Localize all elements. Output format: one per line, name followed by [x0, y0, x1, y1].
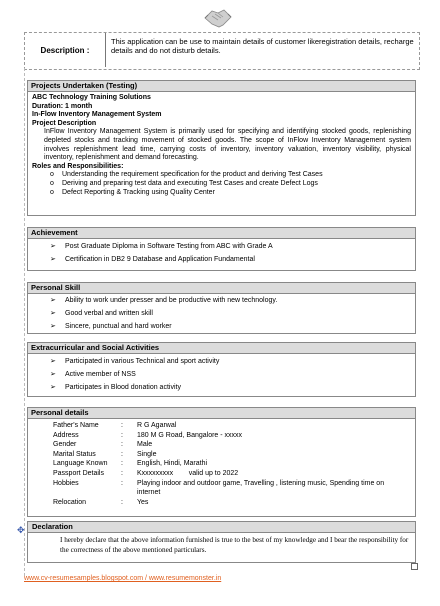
section-heading: Personal Skill — [28, 283, 415, 294]
detail-row: Father's Name : R G Agarwal — [53, 422, 177, 429]
handshake-logo-icon — [203, 4, 233, 30]
project-description-text: InFlow Inventory Management System is primarily used for specifying and identifying stocked goods, replenishing depleted stocks and tracking movement of stocked goods. The scope of InFlow Inventory Management system involves replenishment lead time, carrying costs of inventory, inventory valuation, inventory visibility, physical inventory, replenishment and demand forecasting. — [44, 128, 411, 162]
list-item: ➢ Certification in DB2 9 Database and Application Fundamental — [32, 253, 411, 266]
arrow-bullet-icon: ➢ — [50, 384, 56, 391]
list-item: ➢ Participated in various Technical and sport activity — [32, 355, 411, 368]
detail-row: Marital Status : Single — [53, 450, 157, 458]
description-label: Description : — [25, 33, 106, 67]
section-heading: Achievement — [28, 228, 415, 239]
arrow-bullet-icon: ➢ — [50, 310, 56, 317]
project-description-title: Project Description — [32, 119, 97, 127]
achievement-section — [27, 227, 416, 271]
detail-row: Address : 180 M G Road, Bangalore - xxxxx — [53, 431, 243, 439]
personal-details-section — [27, 407, 416, 517]
description-text: This application can be use to maintain details of customer likeregistration details, recharge details and do not disturb details. — [111, 37, 414, 55]
project-duration: Duration: 1 month — [32, 102, 93, 110]
skills-section — [27, 282, 416, 334]
declaration-section — [27, 521, 416, 563]
move-handle-icon[interactable]: ✥ — [17, 525, 25, 535]
arrow-bullet-icon: ➢ — [50, 256, 56, 263]
list-item: o Understanding the requirement specification for the product and deriving Test Cases — [50, 171, 323, 179]
extracurricular-section — [27, 342, 416, 397]
resize-handle-icon[interactable] — [411, 563, 418, 570]
detail-row: Language Known : English, Hindi, Marathi — [53, 460, 208, 468]
section-heading: Projects Undertaken (Testing) — [28, 81, 415, 92]
arrow-bullet-icon: ➢ — [50, 358, 56, 365]
margin-guide-line — [24, 68, 25, 576]
detail-row: Passport Details : Kxxxxxxxxx valid up to 2022 — [53, 469, 239, 477]
declaration-text: I hereby declare that the above information furnished is true to the best of my knowledge and I bear the responsibility for the correctness of the above mentioned particulars. — [60, 536, 409, 554]
project-company: ABC Technology Training Solutions — [32, 94, 151, 101]
list-item: ➢ Sincere, punctual and hard worker — [32, 320, 411, 333]
arrow-bullet-icon: ➢ — [50, 323, 56, 330]
section-heading: Extracurricular and Social Activities — [28, 343, 415, 354]
list-item: o Defect Reporting & Tracking using Quality Center — [50, 188, 215, 196]
list-item: ➢ Post Graduate Diploma in Software Testing from ABC with Grade A — [32, 240, 411, 253]
section-heading: Declaration — [28, 522, 415, 533]
list-item: ➢ Participates in Blood donation activity — [32, 381, 411, 394]
arrow-bullet-icon: ➢ — [50, 371, 56, 378]
arrow-bullet-icon: ➢ — [50, 297, 56, 304]
list-item: ➢ Ability to work under presser and be productive with new technology. — [32, 294, 411, 307]
projects-section — [27, 80, 416, 216]
detail-row: Hobbies : Playing indoor and outdoor game, Travelling , listening music, Spending time on internet — [53, 479, 385, 497]
roles-title: Roles and Responsibilities: — [32, 162, 124, 170]
description-table — [24, 32, 420, 70]
list-item: o Deriving and preparing test data and executing Test Cases and create Defect Logs — [50, 179, 318, 187]
list-item: ➢ Good verbal and written skill — [32, 307, 411, 320]
detail-row: Gender : Male — [53, 441, 153, 449]
section-heading: Personal details — [28, 408, 415, 419]
list-item: ➢ Active member of NSS — [32, 368, 411, 381]
project-name: In-Flow Inventory Management System — [32, 111, 162, 119]
detail-row: Relocation : Yes — [53, 498, 149, 506]
footer-links[interactable]: www.cv-resumesamples.blogspot.com / www.resumemonster.in — [24, 575, 222, 582]
arrow-bullet-icon: ➢ — [50, 243, 56, 250]
